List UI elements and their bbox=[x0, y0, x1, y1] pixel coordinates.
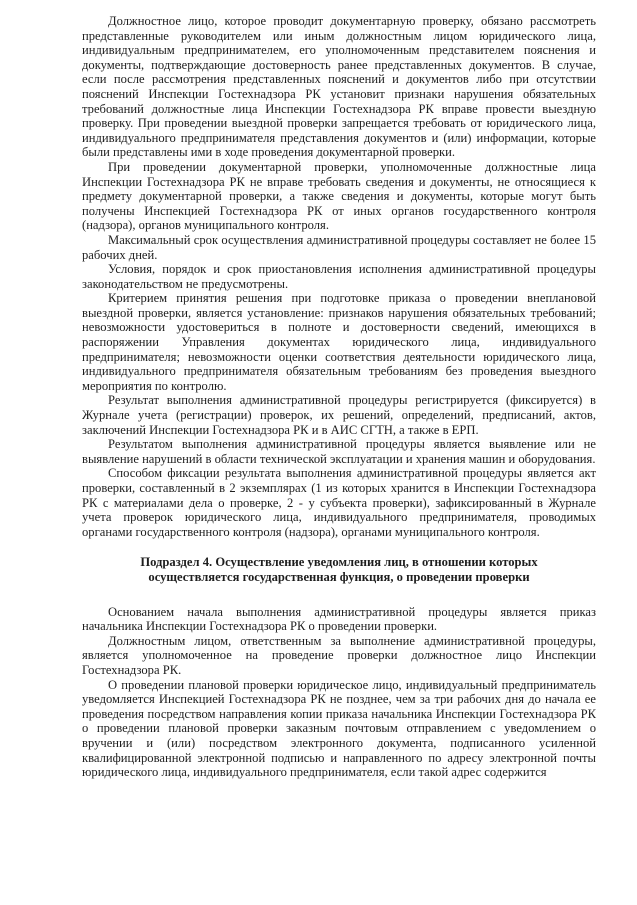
paragraph-planned-inspection-notice: О проведении плановой проверки юридическое лицо, индивидуальный предприниматель уведомляется Инспекцией Гостехнадзора РК не позднее, чем за три рабочих дня до начала ее проведения посредством направления копии приказа начальника Инспекции Гостехнадзора РК о проведении плановой проверки заказным почтовым отправлением с уведомлением о вручении и (или) посредством электронного документа, подписанного усиленной квалифицированной электронной подписью и направленного по адресу электронной почты юридического лица, индивидуального предпринимателя, если такой адрес содержится bbox=[82, 677, 596, 780]
paragraph-decision-criteria: Критерием принятия решения при подготовке приказа о проведении внеплановой выездной проверки, является установление: признаков нарушения обязательных требований; невозможности удостовериться в полноте и достоверности сведений, имеющихся в распоряжении Управления документах юридического лица, индивидуального предпринимателя; невозможности оценки соответствия деятельности юридического лица, индивидуального предпринимателя обязательным требованиям без проведения выездного мероприятия по контролю. bbox=[82, 291, 596, 393]
document-page bbox=[82, 14, 596, 780]
paragraph-result-fixation: Способом фиксации результата выполнения административной процедуры является акт проверки, составленный в 2 экземплярах (1 из которых хранится в Инспекции Гостехнадзора РК с материалами дела о проверке, 2 - у субъекта проверки), зафиксированный в Журнале учета проверок юридического лица, индивидуального предпринимателя, проводимых органами государственного контроля (надзора), органами муниципального контроля. bbox=[82, 466, 596, 539]
paragraph-procedure-basis: Основанием начала выполнения административной процедуры является приказ начальника Инспекции Гостехнадзора РК о проведении проверки. bbox=[82, 604, 596, 634]
subsection-heading-line-2: осуществляется государственная функция, о проведении проверки bbox=[148, 569, 530, 584]
subsection-heading bbox=[82, 555, 596, 584]
paragraph-procedure-result: Результатом выполнения административной процедуры является выявление или не выявление нарушений в области технической эксплуатации и хранения машин и оборудования. bbox=[82, 437, 596, 466]
paragraph-documentary-review-duties: Должностное лицо, которое проводит документарную проверку, обязано рассмотреть представленные руководителем или иным должностным лицом юридического лица, индивидуальным предпринимателем, его уполномоченным представителем пояснения и документы, подтверждающие достоверность ранее представленных документов. В случае, если после рассмотрения представленных пояснений и документов либо при отсутствии пояснений Инспекции Гостехнадзора РК установит признаки нарушения обязательных требований должностные лица Инспекции Гостехнадзора РК вправе провести выездную проверку. При проведении выездной проверки запрещается требовать от юридического лица, индивидуального предпринимателя представления документов и (или) информации, которые были представлены ими в ходе проведения документарной проверки. bbox=[82, 14, 596, 160]
paragraph-responsible-official: Должностным лицом, ответственным за выполнение административной процедуры, является уполномоченное на проведение проверки должностное лицо Инспекции Гостехнадзора РК. bbox=[82, 633, 596, 677]
paragraph-documentary-review-restrictions: При проведении документарной проверки, уполномоченные должностные лица Инспекции Гостехнадзора РК не вправе требовать сведения и документы, не относящиеся к предмету документарной проверки, а также сведения и документы, которые могут быть получены Инспекцией Гостехнадзора РК от иных органов государственного контроля (надзора), органов муниципального контроля. bbox=[82, 159, 596, 233]
subsection-heading-line-1: Подраздел 4. Осуществление уведомления лиц, в отношении которых bbox=[140, 555, 538, 570]
paragraph-suspension-conditions: Условия, порядок и срок приостановления исполнения административной процедуры законодательством не предусмотрены. bbox=[82, 262, 596, 291]
paragraph-result-registration: Результат выполнения административной процедуры регистрируется (фиксируется) в Журнале учета (регистрации) проверок, их решений, определений, предписаний, актов, заключений Инспекции Гостехнадзора РК и в АИС СГТН, а также в ЕРП. bbox=[82, 393, 596, 437]
paragraph-max-duration: Максимальный срок осуществления административной процедуры составляет не более 15 рабочих дней. bbox=[82, 232, 596, 262]
